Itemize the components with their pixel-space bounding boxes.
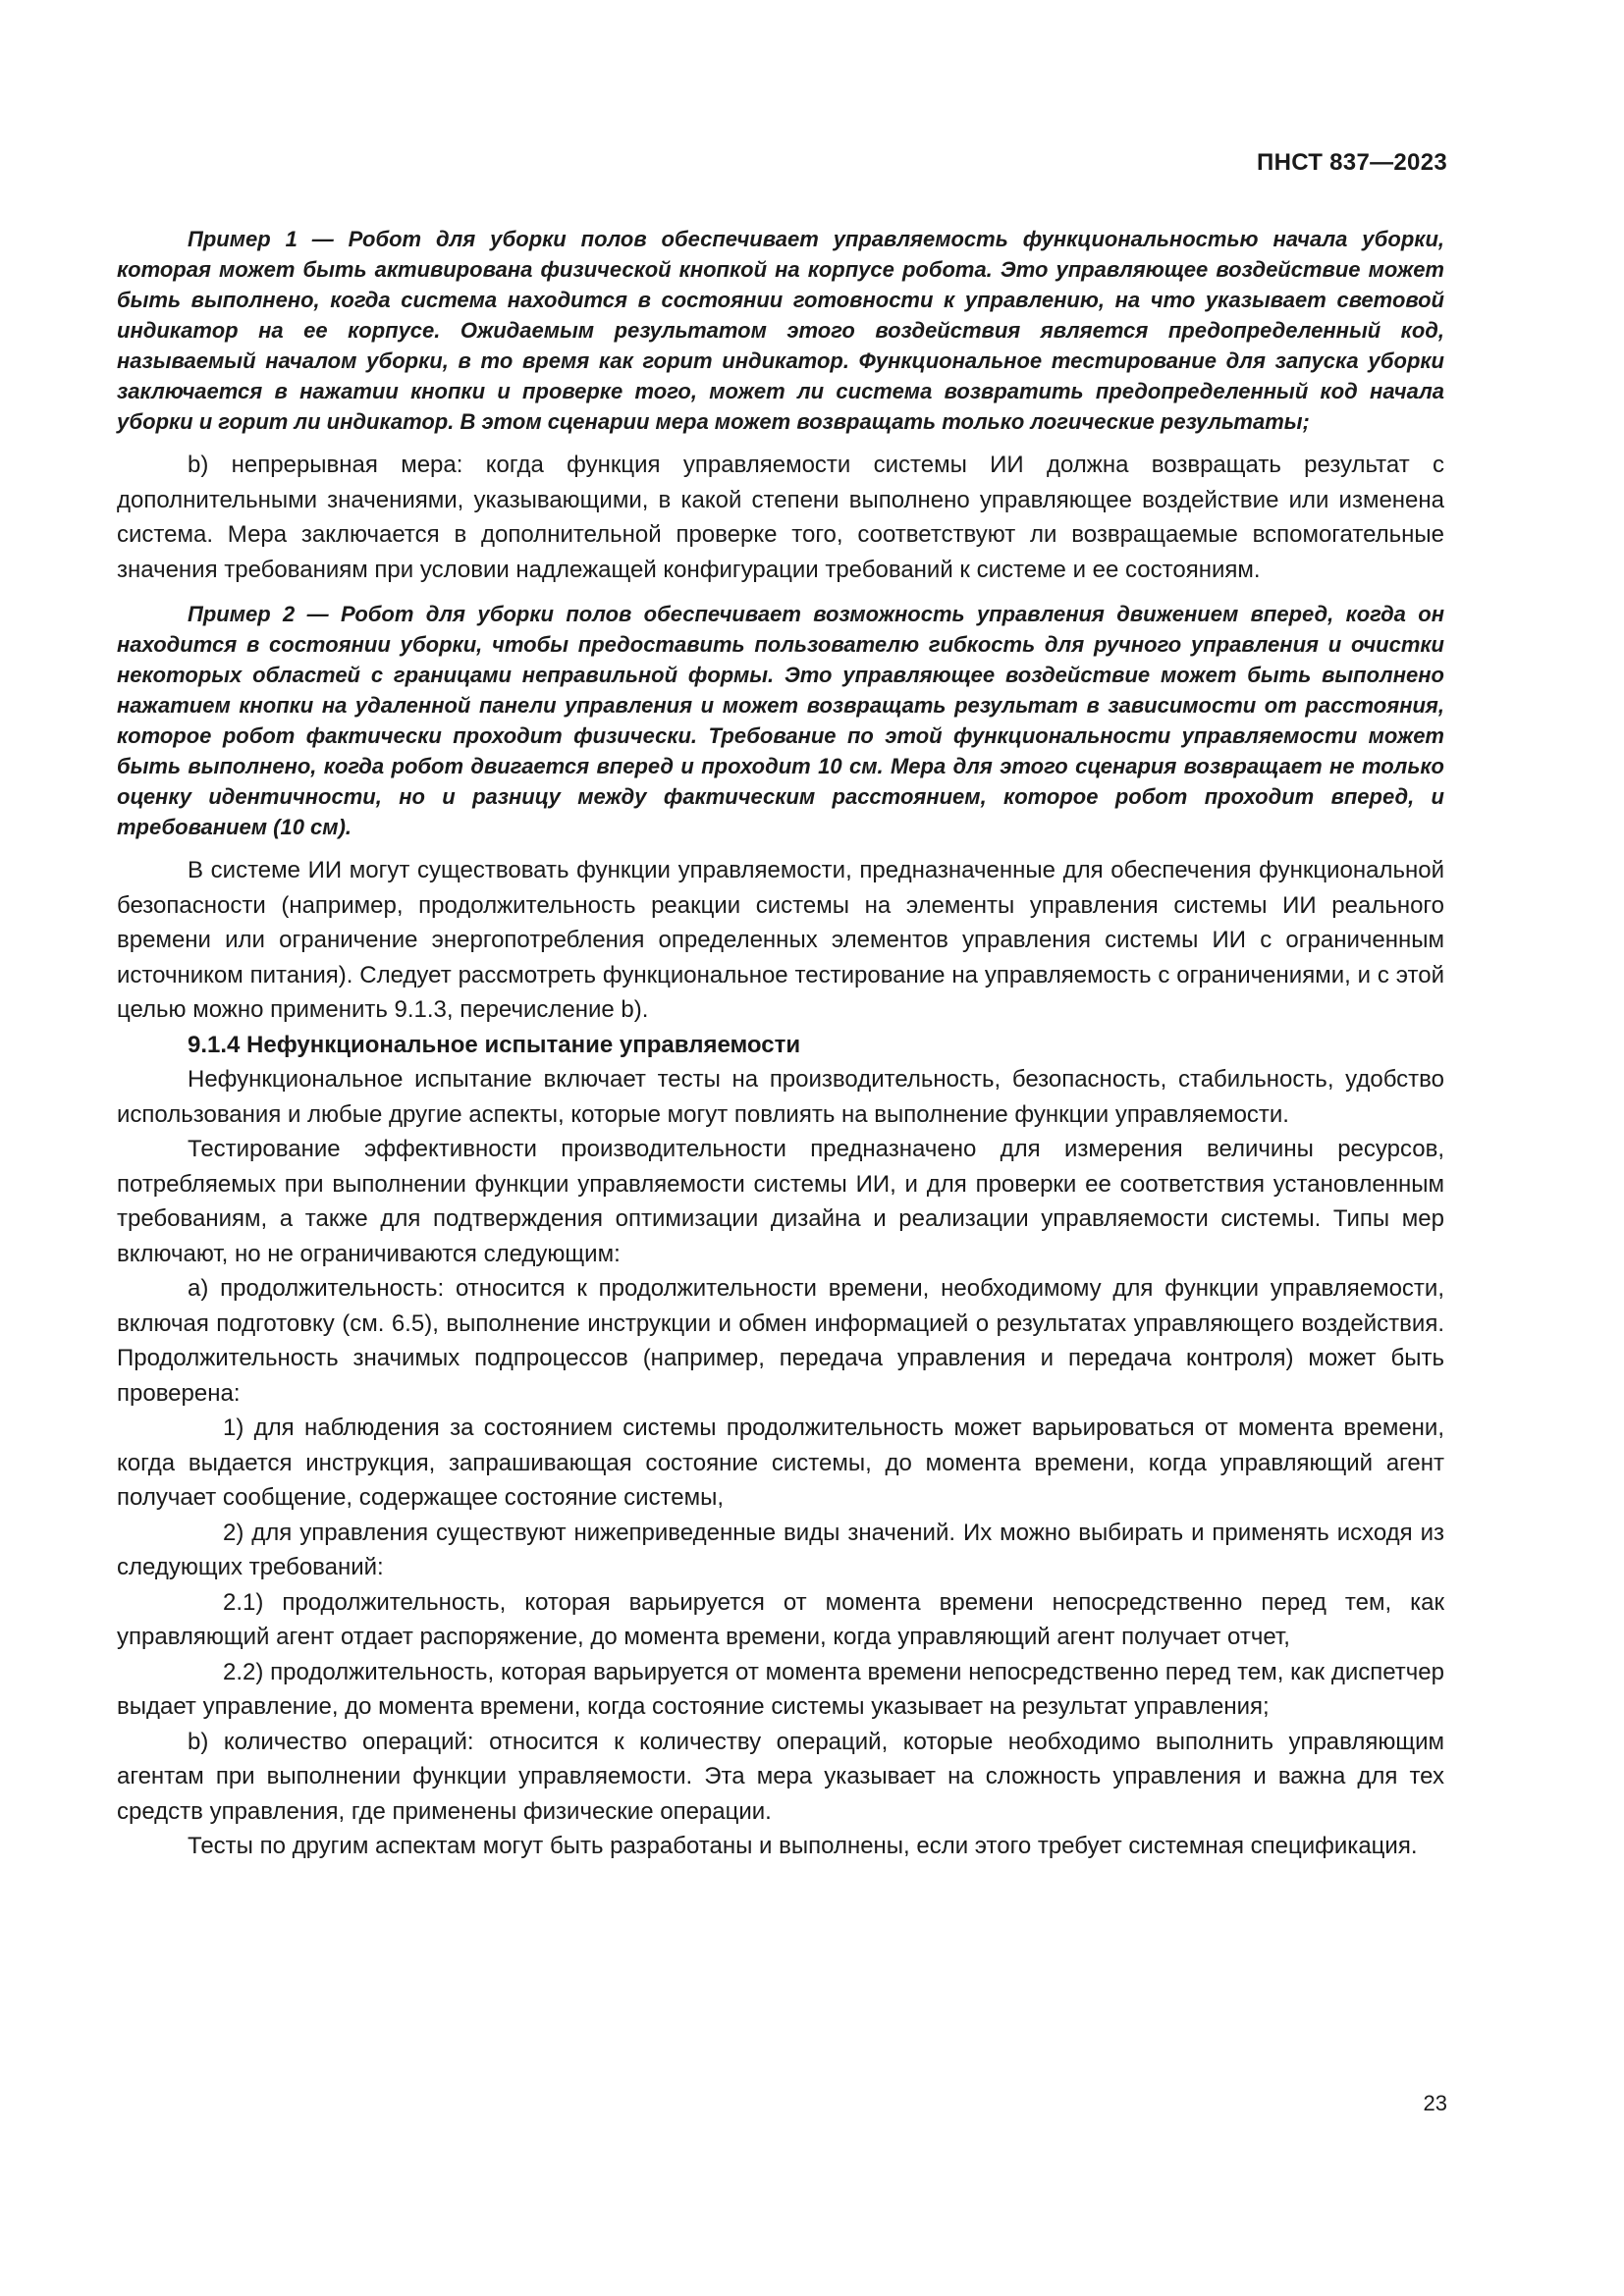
subitem-1-monitoring: 1) для наблюдения за состоянием системы продолжительность может варьироваться от момента времени, когда выдается инструкция, запрашивающая состояние системы, до момента времени, когда управляющий агент получает сообщение, содержащее состояние системы, <box>117 1415 1444 1511</box>
subitem-2-control: 2) для управления существуют нижеприведенные виды значений. Их можно выбирать и применять исходя из следующих требований: <box>117 1519 1444 1580</box>
paragraph-other-aspects: Тесты по другим аспектам могут быть разработаны и выполнены, если этого требует системная спецификация. <box>188 1833 1418 1859</box>
example-1: Пример 1 — Робот для уборки полов обеспечивает управляемость функциональностью начала уборки, которая может быть активирована физической кнопкой на корпусе робота. Это управляющее воздействие может быть выполнено, когда система находится в состоянии готовности к управлению, на что указывает световой индикатор на ее корпусе. Ожидаемым результатом этого воздействия является предопределенный код, называемый началом уборки, в то время как горит индикатор. Функциональное тестирование для запуска уборки заключается в нажатии кнопки и проверке того, может ли система возвратить предопределенный код начала уборки и горит ли индикатор. В этом сценарии мера может возвращать только логические результаты; <box>117 227 1444 434</box>
page-number: 23 <box>1423 2091 1447 2115</box>
example-2: Пример 2 — Робот для уборки полов обеспечивает возможность управления движением вперед, когда он находится в состоянии уборки, чтобы предоставить пользователю гибкость для ручного управления и очистки некоторых областей с границами неправильной формы. Это управляющее воздействие может быть выполнено нажатием кнопки на удаленной панели управления и может возвращать результат в зависимости от расстояния, которое робот фактически проходит физически. Требование по этой функциональности управляемости может быть выполнено, когда робот двигается вперед и проходит 10 см. Мера для этого сценария возвращает не только оценку идентичности, но и разницу между фактическим расстоянием, которое робот проходит вперед, и требованием (10 см). <box>117 602 1444 839</box>
subitem-2-2-duration: 2.2) продолжительность, которая варьируется от момента времени непосредственно перед тем, как диспетчер выдает управление, до момента времени, когда состояние системы указывает на результат управления; <box>117 1658 1444 1720</box>
paragraph-nonfunctional-test: Нефункциональное испытание включает тесты на производительность, безопасность, стабильность, удобство использования и любые другие аспекты, которые могут повлиять на выполнение функции управляемости. <box>117 1066 1444 1128</box>
section-heading-9-1-4: 9.1.4 Нефункциональное испытание управляемости <box>188 1031 801 1058</box>
document-body <box>117 224 1444 1864</box>
subitem-2-1-duration: 2.1) продолжительность, которая варьируется от момента времени непосредственно перед тем, как управляющий агент отдает распоряжение, до момента времени, когда управляющий агент получает отчет, <box>117 1588 1444 1650</box>
standard-code: ПНСТ 837—2023 <box>1257 149 1447 176</box>
paragraph-performance-test: Тестирование эффективности производительности предназначено для измерения величины ресурсов, потребляемых при выполнении функции управляемости системы ИИ, и для проверки ее соответствия установленным требованиям, а также для подтверждения оптимизации дизайна и реализации управляемости системы. Типы мер включают, но не ограничиваются следующим: <box>117 1136 1444 1267</box>
item-a-duration: а) продолжительность: относится к продолжительности времени, необходимому для функции управляемости, включая подготовку (см. 6.5), выполнение инструкции и обмен информацией о результатах управляющего воздействия. Продолжительность значимых подпроцессов (например, передача управления и передача контроля) может быть проверена: <box>117 1275 1444 1407</box>
paragraph-functional-safety: В системе ИИ могут существовать функции управляемости, предназначенные для обеспечения функциональной безопасности (например, продолжительность реакции системы на элементы управления системы ИИ реального времени или ограничение энергопотребления определенных элементов управления системы ИИ с ограниченным источником питания). Следует рассмотреть функциональное тестирование на управляемость с ограничениями, и с этой целью можно применить 9.1.3, перечисление b). <box>117 857 1444 1023</box>
item-b-operations-count: b) количество операций: относится к количеству операций, которые необходимо выполнить управляющим агентам при выполнении функции управляемости. Эта мера указывает на сложность управления и важна для тех средств управления, где применены физические операции. <box>117 1728 1444 1825</box>
item-b-continuous-measure: b) непрерывная мера: когда функция управляемости системы ИИ должна возвращать результат с дополнительными значениями, указывающими, в какой степени выполнено управляющее воздействие или изменена система. Мера заключается в дополнительной проверке того, соответствуют ли возвращаемые вспомогательные значения требованиям при условии надлежащей конфигурации требований к системе и ее состояниям. <box>117 452 1444 583</box>
